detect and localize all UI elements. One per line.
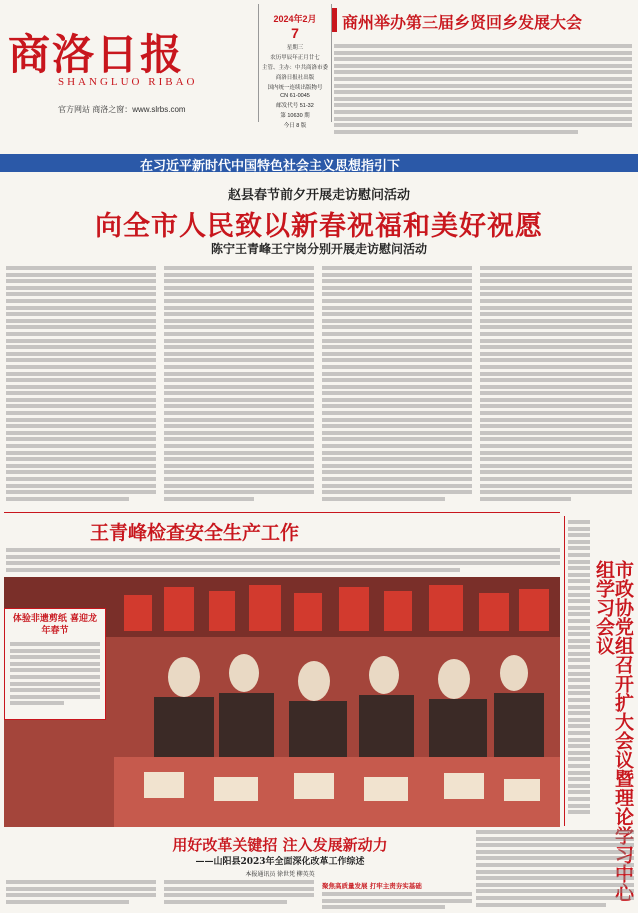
issue-code1: 国内统一连续出版物号	[267, 85, 323, 91]
top-story-title[interactable]: 商州举办第三届乡贤回乡发展大会	[342, 13, 583, 32]
issue-info-box	[258, 4, 332, 129]
photo-inset-caption	[10, 642, 100, 712]
issue-day: 7	[291, 25, 299, 41]
second-headline[interactable]: 王青峰检查安全生产工作	[90, 522, 300, 544]
website-link[interactable]: 官方网站 商洛之窗：www.slrbs.com	[58, 105, 186, 114]
side-body-top	[568, 520, 590, 820]
section-divider	[4, 512, 560, 513]
second-body	[6, 548, 560, 574]
issue-code2: CN 61-0045	[280, 93, 310, 99]
bottom-body-col3	[322, 892, 472, 910]
lead-body-col1	[6, 266, 156, 508]
lead-kicker: 赵县春节前夕开展走访慰问活动	[227, 188, 410, 203]
bottom-headline[interactable]: 用好改革关键招 注入发展新动力	[172, 836, 388, 854]
lead-body-col4	[480, 266, 632, 508]
photo-inset-title: 体验非遗剪纸 喜迎龙年春节	[12, 614, 98, 636]
bottom-byline: 本报通讯员 徐世凭 柳英英	[245, 872, 315, 878]
issue-weekday: 星期三	[286, 45, 304, 51]
lead-body-col3	[322, 266, 472, 508]
issue-number: 第 10630 期	[280, 113, 310, 119]
masthead-title: 商洛日报	[8, 30, 185, 79]
issue-code3: 邮发代号 51-32	[276, 103, 314, 109]
side-divider	[564, 516, 565, 826]
issue-sponsor: 主管、主办：中共商洛市委	[261, 65, 328, 71]
bottom-body-col2	[164, 880, 314, 910]
lead-headline[interactable]: 向全市人民致以新春祝福和美好祝愿	[95, 211, 543, 242]
issue-publisher: 商洛日报社出版	[275, 75, 315, 81]
top-story-body	[334, 44, 632, 148]
lead-subhead: 陈宁王青峰王宁岗分别开展走访慰问活动	[210, 242, 427, 256]
bottom-caption: 聚焦高质量发展 打牢主责夯实基础	[322, 882, 422, 890]
side-body-bottom	[476, 830, 634, 910]
issue-lunar: 农历甲辰年正月廿七	[270, 55, 320, 61]
bottom-body-col1	[6, 880, 156, 910]
theme-banner-text: 在习近平新时代中国特色社会主义思想指引下	[140, 159, 401, 174]
bottom-subhead: ——山阳县2023年全面深化改革工作综述	[195, 857, 365, 867]
side-vertical-title[interactable]: 市政协党组召开扩大会议暨理论学习中心组学习会议	[593, 560, 634, 902]
masthead-pinyin: SHANGLUO RIBAO	[58, 76, 198, 88]
issue-pages: 今日 8 版	[283, 123, 307, 129]
issue-year-month: 2024年2月	[273, 14, 317, 24]
lead-body-col2	[164, 266, 314, 508]
